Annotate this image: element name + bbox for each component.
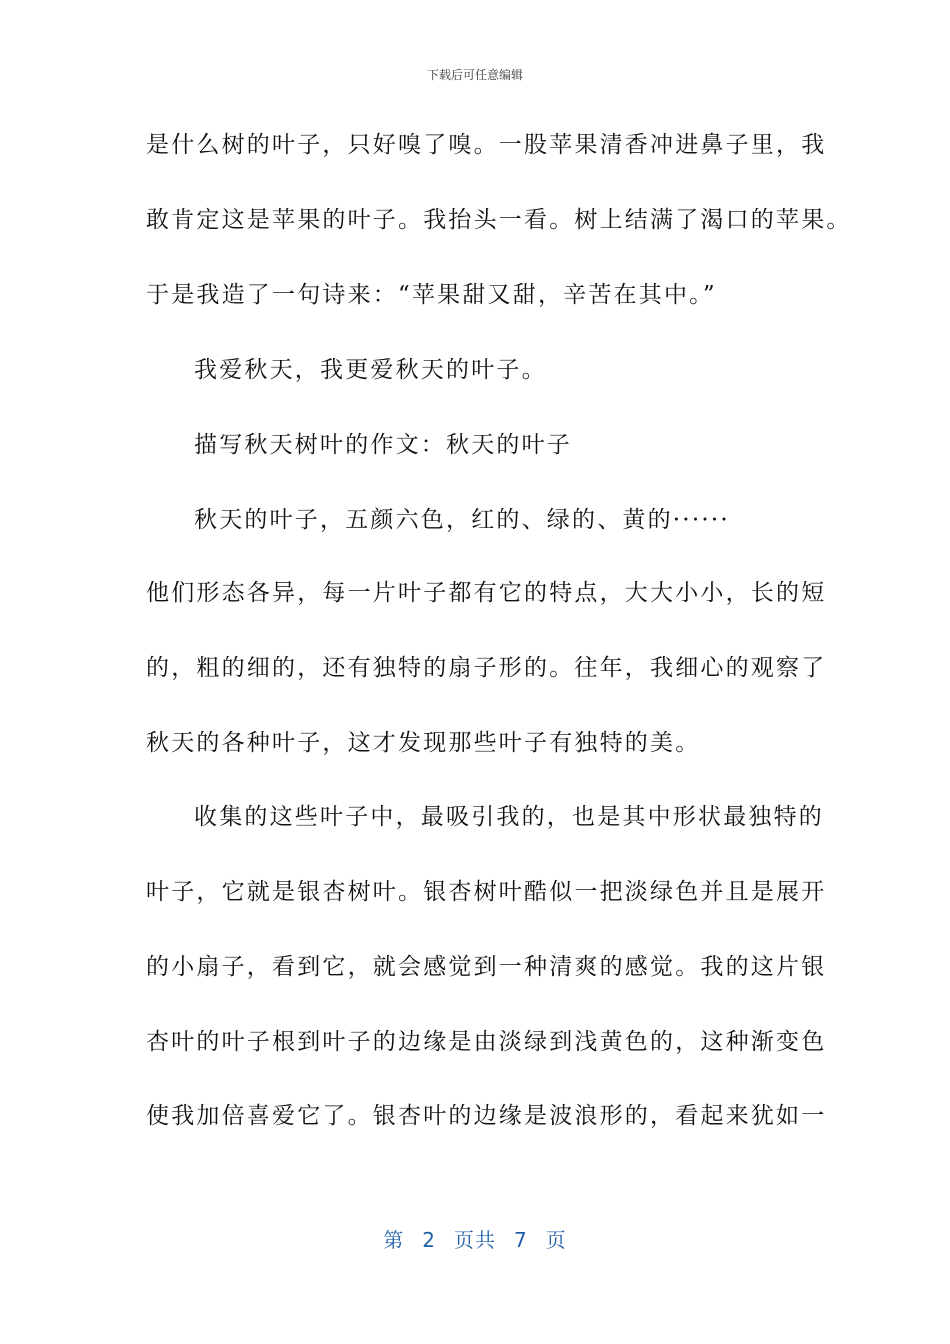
text-line: 敢肯定这是苹果的叶子。我抬头一看。树上结满了渴口的苹果。 bbox=[146, 207, 852, 233]
text-line: 使我加倍喜爱它了。银杏叶的边缘是波浪形的，看起来犹如一 bbox=[146, 1103, 827, 1129]
page-header: 下载后可任意编辑 bbox=[426, 68, 523, 82]
footer-page-number: 2 bbox=[422, 1228, 436, 1252]
footer-prefix: 第 bbox=[383, 1228, 405, 1252]
text-line: 于是我造了一句诗来：“苹果甜又甜，辛苦在其中。” bbox=[146, 282, 717, 308]
text-line: 我爱秋天，我更爱秋天的叶子。 bbox=[194, 357, 547, 383]
text-line: 描写秋天树叶的作文：秋天的叶子 bbox=[194, 432, 572, 458]
text-line: 的，粗的细的，还有独特的扇子形的。往年，我细心的观察了 bbox=[146, 655, 827, 681]
text-line: 他们形态各异，每一片叶子都有它的特点，大大小小，长的短 bbox=[146, 580, 827, 606]
footer-middle: 页共 bbox=[454, 1228, 496, 1252]
footer-total-pages: 7 bbox=[514, 1228, 528, 1252]
text-line: 秋天的各种叶子，这才发现那些叶子有独特的美。 bbox=[146, 730, 701, 756]
text-line: 杏叶的叶子根到叶子的边缘是由淡绿到浅黄色的，这种渐变色 bbox=[146, 1029, 827, 1055]
text-line: 收集的这些叶子中，最吸引我的，也是其中形状最独特的 bbox=[194, 804, 824, 830]
text-line: 是什么树的叶子，只好嗅了嗅。一股苹果清香冲进鼻子里，我 bbox=[146, 132, 827, 158]
text-line: 的小扇子，看到它，就会感觉到一种清爽的感觉。我的这片银 bbox=[146, 954, 827, 980]
text-line: 叶子，它就是银杏树叶。银杏树叶酷似一把淡绿色并且是展开 bbox=[146, 879, 827, 905]
page-footer bbox=[0, 1224, 950, 1253]
text-line: 秋天的叶子，五颜六色，红的、绿的、黄的······ bbox=[194, 507, 730, 533]
footer-suffix: 页 bbox=[545, 1228, 567, 1252]
